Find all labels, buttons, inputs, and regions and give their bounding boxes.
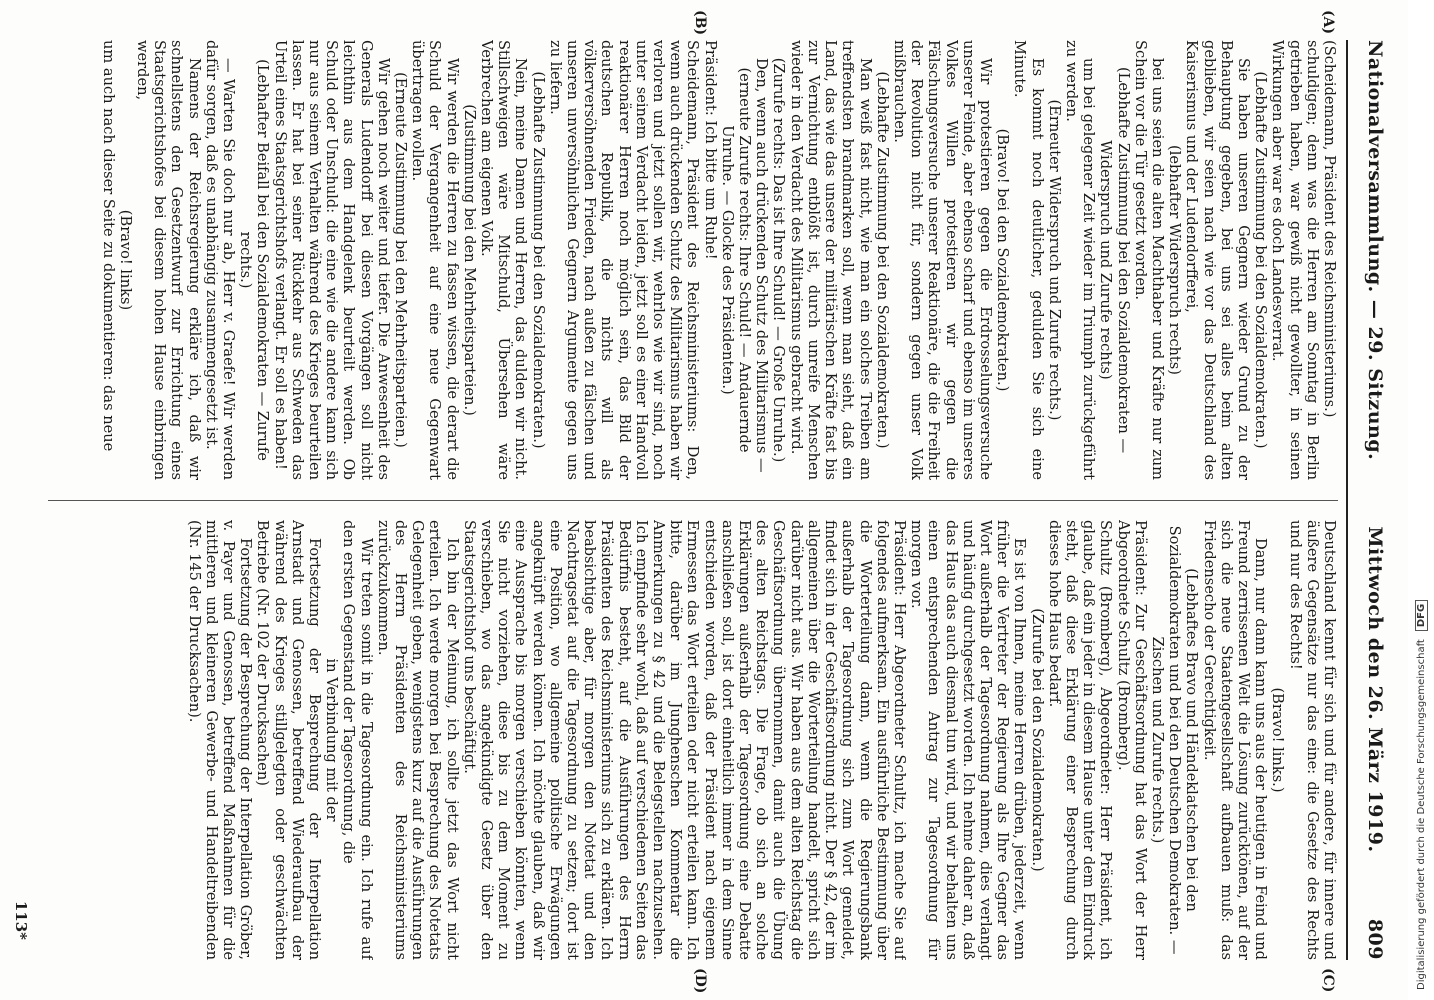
stage-direction: (lebhafter Widerspruch rechts) (1166, 145, 1184, 375)
paragraph: Sie haben unseren Gegnern wieder Grund zu der Behauptung gegeben, bei uns sei alles beim alten geblieben, wir seien nach wie vor das Deutschland des Kaiserismus und der Ludendorfferei, (1183, 40, 1252, 480)
paragraph: Es kommt noch deutlicher, gedulden Sie sich eine Minute. (1011, 40, 1046, 480)
margin-marker-a: (A) (1320, 10, 1336, 35)
stage-direction: (Lebhafte Zustimmung bei den Sozialdemokraten.) (873, 71, 891, 449)
stage-direction: (Zurufe rechts: Das ist Ihre Schuld! — Große Unruhe.) (770, 57, 788, 463)
paragraph: Wir werden die Herren zu fassen wissen, die derart die Schuld der Vergangenheit auf eine neue Gegenwart übertragen wollen. (409, 40, 461, 480)
margin-marker-d: (D) (692, 968, 708, 994)
paragraph: Wir gehen noch weiter und tiefer. Die Anwesenheit des Generals Ludendorff bei diesen Vorgängen soll nicht leichthin aus dem Handgelenk beurteilt werden. Ob Schuld oder Unschuld: die eine wie die andere kann sich nur aus seinem Verhalten während des Krieges beurteilen lassen. Er hat bei seiner Rückkehr aus Schweden das Urteil eines Staatsgerichtshofs verlangt. Er soll es haben! (271, 40, 392, 480)
paragraph: Nein, meine Damen und Herren, das dulden wir nicht. Stillschweigen wäre Mitschuld, Übersehen wäre Verbrechen am eigenen Volk. (478, 40, 530, 480)
paragraph: Es ist von Ihnen, meine Herren drüben, jederzeit, wenn früher die Vertreter der Regierung als Ihre Gegner das Wort außerhalb der Tagesordnung nahmen, dies verlangt und häufig durchgesetzt worden. Ich nehme daher an, daß das Haus das auch diesmal tun wird, und wir behalten uns einen entsprechenden Antrag zur Tagesordnung für morgen vor. (908, 520, 1029, 960)
stage-direction: (Bravo! bei den Sozialdemokraten.) (994, 128, 1012, 392)
stage-direction: (Bravo! links) (116, 209, 134, 311)
paragraph: (Scheidemann, Präsident des Reichsministeriums.) (1321, 40, 1338, 418)
page-header (1350, 40, 1400, 960)
stage-direction: (Lebhaftes Bravo und Händeklatschen bei den Sozialdemokraten und bei den Deutschen Demokraten. — Zischen und Zurufe rechts.) (1148, 525, 1201, 955)
stage-direction: (Lebhafte Zustimmung bei den Sozialdemokraten — Widerspruch und Zurufe rechts) (1097, 66, 1132, 454)
paragraph: Scheidemann, Präsident des Reichsministeriums: Den, wenn auch drückenden Schutz des Militarismus haben wir verloren und jetzt sollen wir, wehrlos wie wir sind, noch unter seinem Verdacht leiden, jetzt soll es einer Handvoll reaktionärer Herren noch möglich sein, das Bild der deutschen Republik, die nichts will als völkerversöhnenden Frieden, nach außen zu fälschen und unseren unversöhnlichen Gegnern Argumente gegen uns zu liefern. (546, 40, 702, 480)
stage-direction: (Zustimmung bei den Mehrheitsparteien.) (460, 104, 478, 416)
stage-direction: (Erneute Zustimmung bei den Mehrheitsparteien.) (392, 72, 410, 448)
paragraph: Ich bin der Meinung, ich sollte jetzt das Wort nicht erteilen. Ich werde morgen bei Besprechung des Notetats Gelegenheit geben, wenigstens kurz auf die Ausführungen des Herrn Präsidenten des Reichsministeriums zurückzukommen. (374, 520, 461, 960)
digitization-note (1408, 0, 1434, 1000)
paragraph: Wir protestieren gegen die Erdrosselungsversuche unserer Feinde, aber ebenso scharf und ebenso im unseres Volkes Willen protestieren wir gegen die Fälschungsversuche unserer Reaktionäre, die die Freiheit der Revolution nicht für, sondern gegen unser Volk mißbrauchen. (890, 40, 994, 480)
left-column (38, 40, 1338, 480)
stage-direction: (Lebhafter Beifall bei den Sozialdemokraten — Zurufe rechts.) (237, 59, 272, 461)
stage-direction: (Erneuter Widerspruch und Zurufe rechts.) (1045, 99, 1063, 421)
paragraph: bei uns seien die alten Machthaber und Kräfte nur zum Schein vor die Tür gesetzt worden. (1131, 40, 1166, 480)
right-column (38, 520, 1338, 960)
digitization-note-text: Digitalisierung gefördert durch die Deutsche Forschungsgemeinschaft (1415, 639, 1427, 990)
paragraph: Den, wenn auch drückenden Schutz des Militarismus — (753, 58, 771, 473)
paragraph: um bei gelegener Zeit wieder im Triumph zurückgeführt zu werden. (1062, 40, 1098, 480)
paragraph: schuldigen; denn was die Herren am Sonntag in Berlin getrieben haben, war gewiß nicht gewollter, in seinen Wirkungen aber war es doch Landesverrat. (1269, 40, 1321, 480)
paragraph: Namens der Reichsregierung erkläre ich, daß wir schnellstens den Gesetzentwurf zur Errichtung eines Staatsgerichtshofes bei diesem hohen Hause einbringen werden, (133, 40, 203, 480)
header-left: Nationalversammlung. — 29. Sitzung. (1364, 40, 1386, 461)
paragraph: Schultz (Bromberg), Abgeordneter: Herr Präsident, ich glaube, daß ein jeder in diesem Hause unter dem Eindruck steht, daß diese Erklärung einer Besprechung durch dieses hohe Haus bedarf. (1045, 520, 1115, 960)
stage-direction: (erneute Zurufe rechts: Ihre Schuld! — Andauernde Unruhe. — Glocke des Präsidenten.) (718, 67, 754, 453)
stage-direction: (Lebhafte Zustimmung bei den Sozialdemokraten.) (1252, 71, 1270, 449)
paragraph: um auch nach dieser Seite zu dokumentieren: das neue (99, 40, 117, 452)
dfg-logo: DFG (1415, 600, 1428, 631)
stage-direction: in Verbindung mit der (323, 658, 341, 822)
header-date: Mittwoch den 26. März 1919. (1364, 526, 1386, 853)
page-footer: 113* (12, 900, 30, 940)
paragraph: Dann, nur dann kann uns aus der heutigen in Feind und Freund zerrissenen Welt die Lösung zurücktönen, auf der sich die neue Staatengesellschaft aufbauen muß: das Friedensecho der Gerechtigkeit. (1200, 520, 1270, 960)
stage-direction: (Bravo! links.) (1269, 687, 1287, 793)
paragraph: Präsident: Herr Abgeordneter Schultz, ich mache Sie auf folgendes aufmerksam. Ein ausführliche Bestimmung über die Worterteilung dann, wenn die Regierungsbank außerhalb der Tagesordnung sich zum Wort gemeldet, findet sich in der Geschäftsordnung nicht. Der § 42, der im allgemeinen über die Worterteilung handelt, spricht sich darüber nicht aus. Wir haben aus dem alten Reichstag die Geschäftsordnung übernommen, damit auch die Übung des alten Reichstags. Die Frage, ob sich an solche Erklärungen außerhalb der Tagesordnung eine Debatte anschließen soll, ist dort einheitlich immer in dem Sinne entschieden worden, daß der Präsident nach eigenem Ermessen das Wort erteilen oder nicht erteilen kann. Ich bitte, darüber im Junghenschen Kommentar die Anmerkungen zu § 42 und die Belegstellen nachzusehen. Ich empfinde sehr wohl, daß auf verschiedenen Seiten das Bedürfnis besteht, auf die Ausführungen des Herrn Präsidenten des Reichsministeriums sich zu erklären. Ich beabsichtige aber, für morgen den Notetat und den Nachtragsetat auf die Tagesordnung zu setzen; dort ist eine Position, wo allgemeine politische Erwägungen angeknüpft werden können. Ich möchte glauben, daß wir eine Aussprache bis morgen verschieben könnten, wenn Sie nicht vorziehen, diese bis zu dem Moment zu verschieben, wo das angekündigte Gesetz über den Staatsgerichtshof uns beschäftigt. (460, 520, 908, 960)
column-rule (48, 500, 1338, 501)
paragraph: — Warten Sie doch nur ab, Herr v. Graefe! Wir werden dafür sorgen, daß es unabhängig zusammengesetzt ist. (202, 40, 237, 480)
paragraph: Man weiß fast nicht, wie man ein solches Treiben am treffendsten brandmarken soll, wenn man sieht, daß ein Land, das wie das unsere der militärischen Kräfte fast bis zur Vernichtung entblößt ist, durch unreife Menschen wieder in den Verdacht des Militarismus gebracht wird. (787, 40, 874, 480)
paragraph: Deutschland kennt für sich und für andere, für innere und äußere Gegensätze nur das eine: die Gesetze des Rechts und nur des Rechts! (1286, 520, 1338, 960)
stage-direction: (Zurufe bei den Sozialdemokraten.) (1028, 608, 1046, 872)
header-rule (1346, 40, 1348, 960)
paragraph: Präsident: Ich bitte um Ruhe! (701, 40, 719, 260)
paragraph: Präsident: Zur Geschäftsordnung hat das Wort der Herr Abgeordnete Schultz (Bromberg). (1114, 520, 1149, 960)
margin-marker-b: (B) (692, 10, 708, 36)
paragraph: Fortsetzung der Besprechung der Interpellation Gröber, v. Payer und Genossen, betreffend Maßnahmen für die mittleren und kleineren Gewerbe- und Handeltreibenden (Nr. 145 der Drucksachen). (185, 520, 255, 960)
margin-marker-c: (C) (1320, 968, 1336, 993)
paragraph: Fortsetzung der Besprechung der Interpellation Arnstadt und Genossen, betreffend Wiederaufbau der während des Krieges stillgelegten oder geschwächten Betriebe (Nr. 102 der Drucksachen) (254, 520, 324, 960)
page-number: 809 (1364, 918, 1386, 960)
paragraph: Wir treten somit in die Tagesordnung ein. Ich rufe auf den ersten Gegenstand der Tagesordnung, die (340, 520, 375, 960)
stage-direction: (Lebhafte Zustimmung bei den Sozialdemokraten.) (529, 71, 547, 449)
